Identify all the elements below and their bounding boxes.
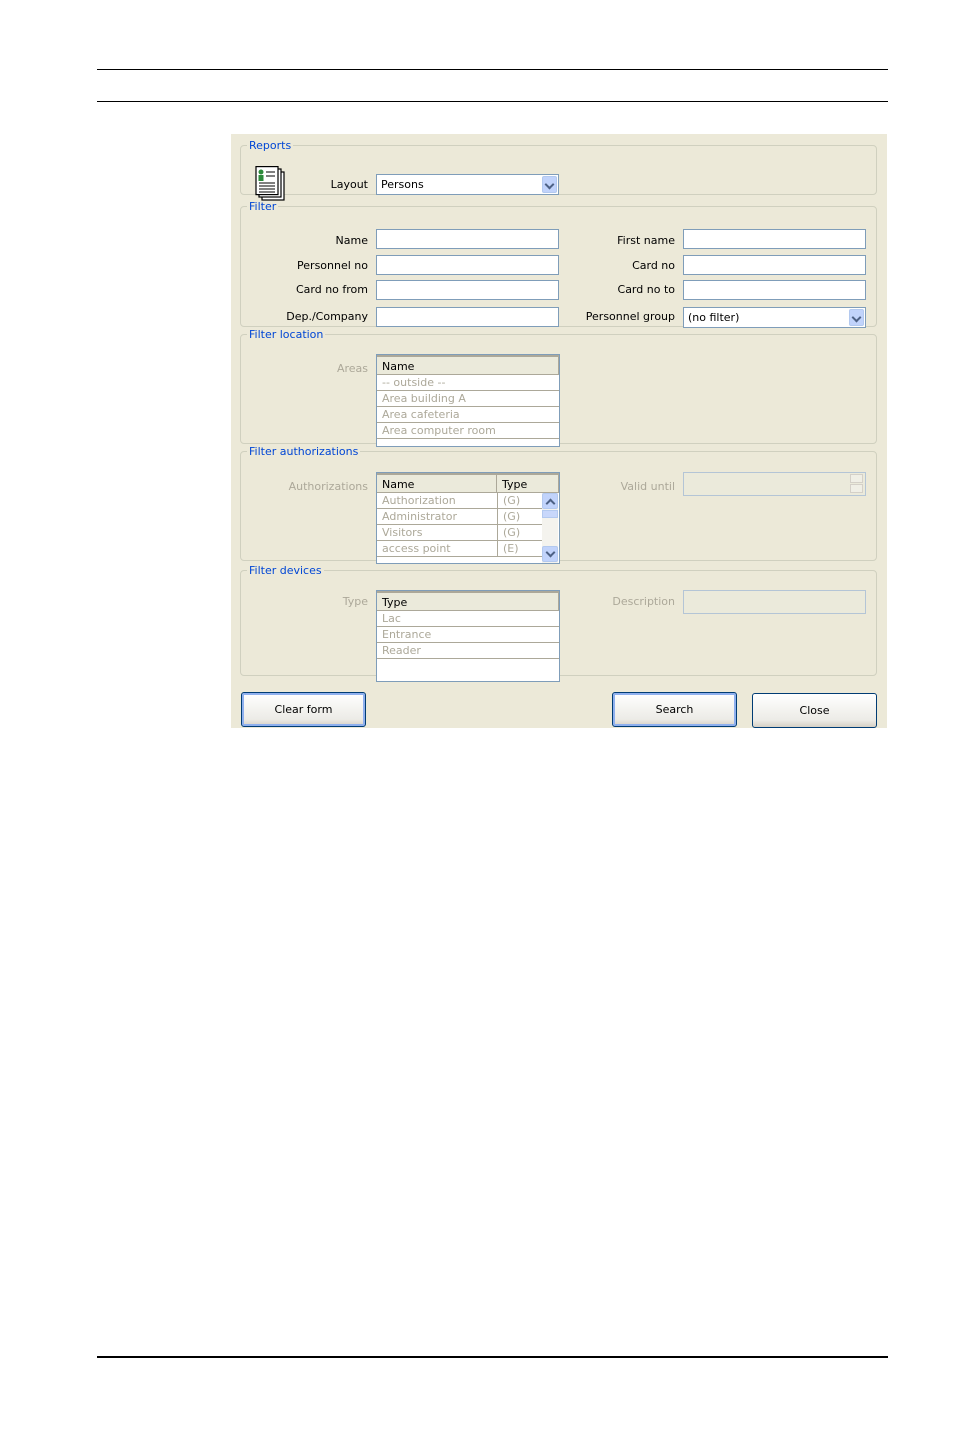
- spin-up-icon[interactable]: [850, 474, 863, 483]
- list-item[interactable]: Lac: [377, 611, 559, 627]
- chevron-down-icon[interactable]: [542, 176, 557, 193]
- spin-down-icon[interactable]: [850, 484, 863, 493]
- device-type-column-header[interactable]: Type: [377, 591, 559, 611]
- valid-until-input[interactable]: [683, 472, 866, 496]
- areas-column-header[interactable]: Name: [377, 355, 559, 375]
- personnel-group-label: Personnel group: [585, 310, 675, 323]
- authorizations-label: Authorizations: [288, 480, 368, 493]
- table-cell[interactable]: Authorization: [377, 493, 497, 509]
- table-cell[interactable]: Administrator: [377, 509, 497, 525]
- table-cell[interactable]: Visitors: [377, 525, 497, 541]
- filter-location-group: [240, 328, 877, 444]
- areas-list[interactable]: [376, 354, 560, 447]
- card-no-input[interactable]: [683, 255, 866, 275]
- layout-select[interactable]: [376, 174, 559, 195]
- device-types-list[interactable]: [376, 590, 560, 682]
- card-no-label: Card no: [632, 259, 675, 272]
- filter-group: [240, 200, 877, 327]
- filter-legend: Filter: [249, 200, 277, 213]
- personnel-group-select[interactable]: [683, 307, 866, 328]
- first-name-label: First name: [617, 234, 675, 247]
- first-name-input[interactable]: [683, 229, 866, 249]
- reports-legend: Reports: [249, 139, 292, 152]
- scroll-down-icon[interactable]: [542, 546, 558, 562]
- list-item[interactable]: Reader: [377, 643, 559, 659]
- layout-label: Layout: [330, 178, 368, 191]
- list-item[interactable]: -- outside --: [377, 375, 559, 391]
- table-cell[interactable]: (G): [497, 525, 542, 541]
- personnel-group-value: (no filter): [688, 311, 740, 324]
- name-label: Name: [335, 234, 368, 247]
- header-rule-bottom: [97, 101, 888, 102]
- list-item[interactable]: Area cafeteria: [377, 407, 559, 423]
- auth-name-column-header[interactable]: Name: [377, 473, 497, 493]
- header-rule-top: [97, 69, 888, 70]
- dep-company-label: Dep./Company: [286, 310, 368, 323]
- layout-select-value: Persons: [381, 178, 424, 191]
- auth-type-column-header[interactable]: Type: [497, 473, 559, 493]
- filter-authorizations-legend: Filter authorizations: [249, 445, 359, 458]
- description-input[interactable]: [683, 590, 866, 614]
- filter-location-legend: Filter location: [249, 328, 324, 341]
- list-item[interactable]: Area computer room: [377, 423, 559, 439]
- authorizations-list[interactable]: [376, 472, 560, 564]
- card-no-to-label: Card no to: [617, 283, 675, 296]
- table-cell[interactable]: access point: [377, 541, 497, 557]
- table-cell[interactable]: (E): [497, 541, 542, 557]
- chevron-down-icon[interactable]: [849, 309, 864, 326]
- reports-group: [240, 139, 877, 195]
- list-item[interactable]: Entrance: [377, 627, 559, 643]
- table-cell[interactable]: (G): [497, 493, 542, 509]
- list-item[interactable]: Area building A: [377, 391, 559, 407]
- name-input[interactable]: [376, 229, 559, 249]
- filter-authorizations-group: [240, 445, 877, 561]
- card-no-to-input[interactable]: [683, 280, 866, 300]
- type-label: Type: [342, 595, 368, 608]
- close-button[interactable]: Close: [752, 693, 877, 728]
- authorizations-scrollbar[interactable]: [542, 493, 558, 563]
- reports-dialog: [231, 134, 887, 728]
- personnel-no-label: Personnel no: [297, 259, 368, 272]
- scroll-thumb[interactable]: [542, 510, 558, 518]
- card-no-from-label: Card no from: [295, 283, 368, 296]
- personnel-no-input[interactable]: [376, 255, 559, 275]
- card-no-from-input[interactable]: [376, 280, 559, 300]
- scroll-up-icon[interactable]: [542, 493, 558, 509]
- footer-rule: [97, 1356, 888, 1358]
- search-button[interactable]: Search: [612, 692, 737, 727]
- filter-devices-group: [240, 564, 877, 676]
- filter-devices-legend: Filter devices: [249, 564, 322, 577]
- valid-until-label: Valid until: [620, 480, 675, 493]
- dep-company-input[interactable]: [376, 307, 559, 327]
- description-label: Description: [612, 595, 675, 608]
- areas-label: Areas: [336, 362, 368, 375]
- table-cell[interactable]: (G): [497, 509, 542, 525]
- clear-form-button[interactable]: Clear form: [241, 692, 366, 727]
